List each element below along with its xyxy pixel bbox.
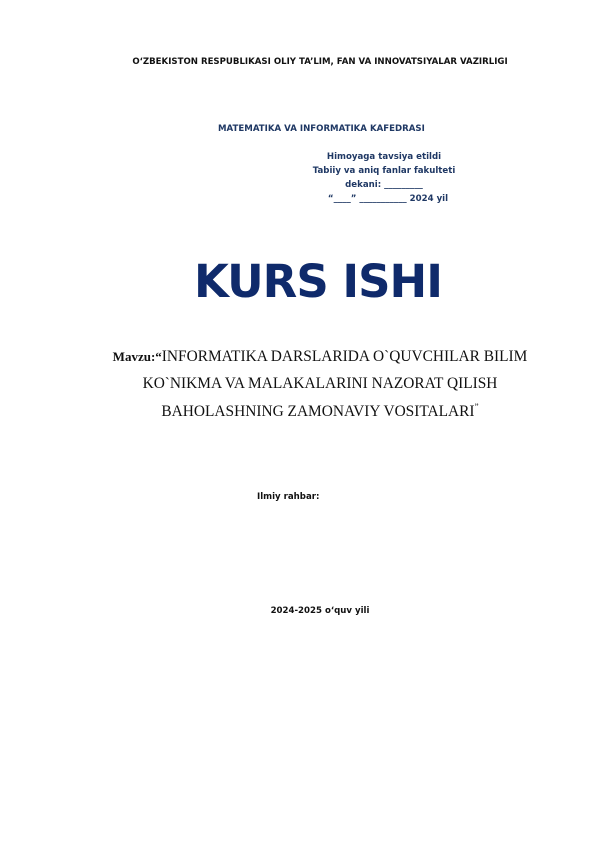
topic-line-3: [0, 402, 596, 421]
ministry-heading: O‘ZBEKISTON RESPUBLIKASI OLIY TA’LIM, FAN VA INNOVATSIYALAR VAZIRLIGI: [132, 57, 508, 67]
approval-line-2: Tabiiy va aniq fanlar fakulteti: [312, 166, 456, 176]
department-heading: MATEMATIKA VA INFORMATIKA KAFEDRASI: [218, 124, 425, 134]
topic-line-2: [0, 375, 596, 393]
approval-line-1: Himoyaga tavsiya etildi: [326, 152, 442, 162]
topic-text-1: INFORMATIKA DARSLARIDA O`QUVCHILAR BILIM: [161, 348, 528, 365]
topic-close-quote: ”: [474, 402, 479, 412]
approval-line-3: dekani: _________: [345, 180, 423, 190]
topic-open-quote: “: [155, 349, 162, 364]
topic-text-2: KO`NIKMA VA MALAKALARINI NAZORAT QILISH: [142, 375, 498, 392]
academic-year: 2024-2025 o‘quv yili: [270, 606, 370, 616]
approval-date-line: “____” ___________ 2024 yil: [327, 194, 449, 204]
topic-text-3: BAHOLASHNING ZAMONAVIY VOSITALARI: [161, 403, 475, 421]
document-title: KURS ISHI: [194, 255, 442, 308]
topic-line-1: [0, 348, 596, 366]
topic-label: Mavzu:: [112, 349, 156, 364]
advisor-label: Ilmiy rahbar:: [257, 492, 320, 502]
